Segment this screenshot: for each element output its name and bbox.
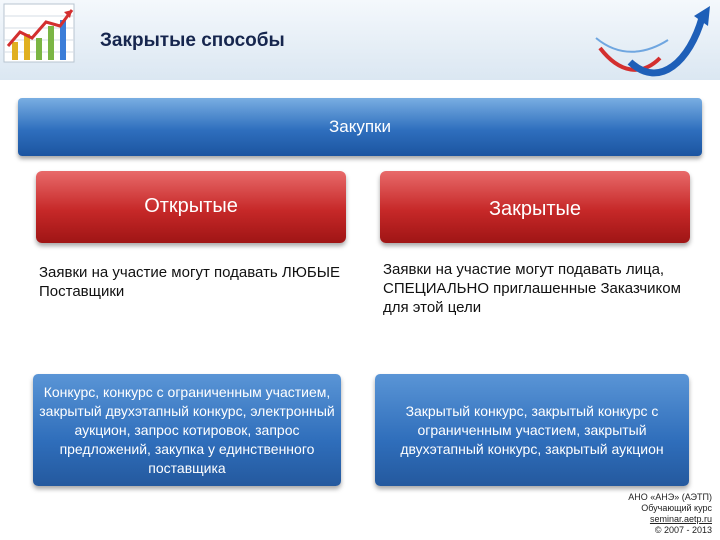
header-banner <box>0 0 720 80</box>
open-methods-text: Конкурс, конкурс с ограниченным участием, закрытый двухэтапный конкурс, электронный аукцион, запрос котировок, запрос предложений, закупка у единственного поставщика <box>39 383 335 476</box>
closed-category-label: Закрытые <box>488 198 582 220</box>
footer-course: Обучающий курс <box>641 503 712 513</box>
purchases-header-bar <box>18 98 702 156</box>
closed-category-box <box>380 171 690 243</box>
footer-credits <box>628 492 712 536</box>
closed-description: Заявки на участие могут подавать лица, СПЕЦИАЛЬНО приглашенные Заказчиком для этой цели <box>383 261 681 316</box>
footer-org: АНО «АНЭ» (АЭТП) <box>628 492 712 502</box>
open-description: Заявки на участие могут подавать ЛЮБЫЕ Поставщики <box>39 264 340 300</box>
footer-site-link[interactable]: seminar.aetp.ru <box>649 514 712 524</box>
open-category-label: Открытые <box>144 195 238 217</box>
closed-methods-box <box>375 374 689 486</box>
footer-copyright: © 2007 - 2013 <box>654 525 712 535</box>
open-category-box <box>36 171 346 243</box>
decorative-swoosh-icon <box>590 0 720 80</box>
growth-chart-icon <box>2 2 80 66</box>
closed-methods-text: Закрытый конкурс, закрытый конкурс с ограниченным участием, закрытый двухэтапный конкурс, закрытый аукцион <box>400 402 664 457</box>
purchases-label: Закупки <box>329 117 391 136</box>
page-title: Закрытые способы <box>100 30 285 51</box>
open-methods-box <box>33 374 341 486</box>
